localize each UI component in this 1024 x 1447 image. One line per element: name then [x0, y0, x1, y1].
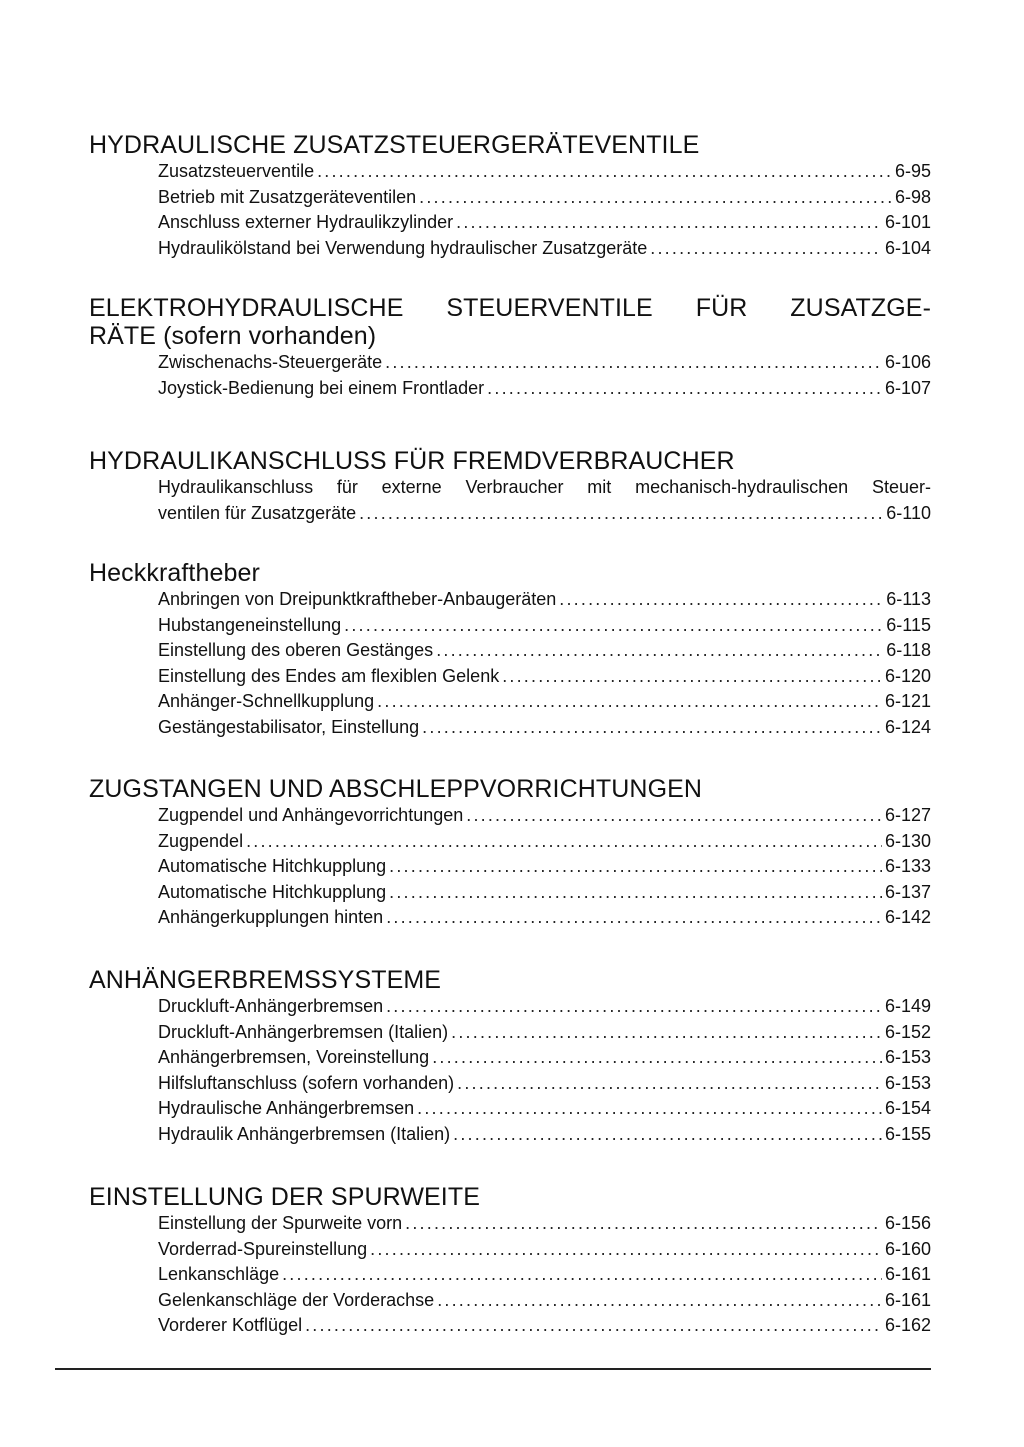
toc-section — [89, 131, 931, 261]
dot-leader — [456, 210, 882, 236]
entry-page: 6-118 — [886, 640, 931, 660]
toc-entry-continuation — [158, 501, 931, 527]
toc-entry[interactable] — [158, 1237, 931, 1263]
dot-leader — [377, 689, 882, 715]
toc-entry[interactable] — [158, 613, 931, 639]
section-title-line2: RÄTE (sofern vorhanden) — [89, 322, 377, 350]
entry-page: 6-98 — [894, 186, 931, 207]
dot-leader — [344, 613, 883, 639]
toc-entry[interactable] — [158, 1071, 931, 1097]
entry-page: 6-121 — [884, 691, 931, 711]
section-title: ZUGSTANGEN UND ABSCHLEPPVORRICHTUNGEN — [89, 775, 703, 803]
entry-label: Hilfsluftanschluss (sofern vorhanden) — [158, 1072, 455, 1093]
toc-entry[interactable] — [158, 638, 931, 664]
entry-label: Hydraulikölstand bei Verwendung hydraulischer Zusatzgeräte — [158, 237, 648, 258]
entry-page: 6-120 — [884, 665, 931, 686]
entry-list — [158, 475, 931, 526]
entry-page: 6-161 — [884, 1289, 931, 1310]
entry-list — [158, 159, 931, 261]
toc-entry[interactable] — [158, 854, 931, 880]
toc-entry[interactable] — [158, 803, 931, 829]
entry-label: Lenkanschläge — [158, 1264, 280, 1284]
entry-label: Automatische Hitchkupplung — [158, 856, 387, 876]
toc-entry[interactable] — [158, 1020, 931, 1046]
toc-entry[interactable] — [158, 210, 931, 236]
dot-leader — [419, 185, 892, 211]
toc-section — [89, 775, 931, 931]
toc-entry[interactable] — [158, 376, 931, 402]
toc-entry[interactable] — [158, 994, 931, 1020]
toc-section — [89, 294, 931, 401]
entry-label: Druckluft-Anhängerbremsen — [158, 996, 384, 1016]
toc-entry[interactable] — [158, 689, 931, 715]
entry-list — [158, 994, 931, 1147]
entry-label: Hydraulik Anhängerbremsen (Italien) — [158, 1123, 451, 1144]
dot-leader — [359, 501, 883, 527]
entry-label: Einstellung des oberen Gestänges — [158, 640, 434, 660]
toc-entry[interactable] — [158, 185, 931, 211]
entry-page: 6-142 — [884, 907, 931, 927]
toc-entry[interactable] — [158, 1211, 931, 1237]
toc-entry-wrapped[interactable] — [158, 475, 931, 526]
dot-leader — [559, 587, 883, 613]
entry-label: Einstellung der Spurweite vorn — [158, 1213, 403, 1233]
entry-label: Anschluss externer Hydraulikzylinder — [158, 212, 454, 232]
entry-page: 6-153 — [884, 1047, 931, 1067]
dot-leader — [650, 236, 882, 262]
entry-page: 6-106 — [884, 352, 931, 372]
entry-label: Vorderrad-Spureinstellung — [158, 1238, 368, 1259]
entry-label: Zugpendel und Anhängevorrichtungen — [158, 805, 464, 825]
toc-entry[interactable] — [158, 350, 931, 376]
entry-label: Hydraulische Anhängerbremsen — [158, 1098, 415, 1118]
toc-entry[interactable] — [158, 1122, 931, 1148]
entry-list — [158, 587, 931, 740]
dot-leader — [386, 905, 882, 931]
entry-label: Vorderer Kotflügel — [158, 1315, 303, 1335]
entry-page: 6-115 — [886, 614, 931, 635]
toc-section — [89, 559, 931, 740]
entry-page: 6-162 — [884, 1315, 931, 1335]
dot-leader — [422, 715, 882, 741]
entry-page: 6-154 — [884, 1098, 931, 1118]
dot-leader — [417, 1096, 882, 1122]
toc-entry[interactable] — [158, 664, 931, 690]
dot-leader — [451, 1020, 882, 1046]
dot-leader — [246, 829, 882, 855]
entry-label-line2: ventilen für Zusatzgeräte — [158, 502, 357, 523]
dot-leader — [453, 1122, 882, 1148]
toc-entry[interactable] — [158, 1313, 931, 1339]
entry-page: 6-149 — [884, 996, 931, 1016]
section-title — [89, 294, 931, 350]
toc-entry[interactable] — [158, 715, 931, 741]
dot-leader — [386, 994, 882, 1020]
entry-page: 6-160 — [884, 1238, 931, 1259]
entry-page: 6-137 — [884, 881, 931, 902]
section-title: EINSTELLUNG DER SPURWEITE — [89, 1183, 481, 1211]
dot-leader — [502, 664, 882, 690]
entry-label: Anhänger-Schnellkupplung — [158, 691, 375, 711]
entry-label: Gestängestabilisator, Einstellung — [158, 716, 420, 737]
toc-entry[interactable] — [158, 1096, 931, 1122]
toc-section — [89, 447, 931, 526]
entry-label: Hubstangeneinstellung — [158, 614, 342, 635]
entry-page: 6-113 — [886, 589, 931, 609]
entry-page: 6-161 — [884, 1264, 931, 1284]
toc-entry[interactable] — [158, 1045, 931, 1071]
entry-label: Anhängerkupplungen hinten — [158, 907, 384, 927]
toc-entry[interactable] — [158, 1288, 931, 1314]
entry-label-line1: Hydraulikanschluss für externe Verbraucher mit mechanisch-hydraulischen Steuer- — [158, 477, 931, 497]
footer-divider — [55, 1368, 931, 1370]
entry-label: Zusatzsteuerventile — [158, 161, 315, 181]
toc-section — [89, 966, 931, 1147]
entry-label: Anbringen von Dreipunktkraftheber-Anbaugeräten — [158, 589, 557, 609]
entry-label: Zwischenachs-Steuergeräte — [158, 352, 383, 372]
dot-leader — [436, 638, 883, 664]
toc-entry[interactable] — [158, 880, 931, 906]
entry-label: Zugpendel — [158, 830, 244, 851]
entry-list — [158, 1211, 931, 1339]
entry-page: 6-95 — [894, 161, 931, 181]
toc-section — [89, 1183, 931, 1339]
entry-page: 6-155 — [884, 1123, 931, 1144]
section-title: HYDRAULISCHE ZUSATZSTEUERGERÄTEVENTILE — [89, 131, 700, 159]
entry-list — [158, 803, 931, 931]
entry-page: 6-156 — [884, 1213, 931, 1233]
entry-page: 6-133 — [884, 856, 931, 876]
entry-page: 6-130 — [884, 830, 931, 851]
entry-label: Einstellung des Endes am flexiblen Gelenk — [158, 665, 500, 686]
dot-leader — [432, 1045, 882, 1071]
dot-leader — [487, 376, 882, 402]
dot-leader — [305, 1313, 882, 1339]
entry-label: Gelenkanschläge der Vorderachse — [158, 1289, 435, 1310]
dot-leader — [282, 1262, 882, 1288]
entry-label: Joystick-Bedienung bei einem Frontlader — [158, 377, 485, 398]
dot-leader — [466, 803, 882, 829]
entry-label: Druckluft-Anhängerbremsen (Italien) — [158, 1021, 449, 1042]
dot-leader — [405, 1211, 882, 1237]
dot-leader — [457, 1071, 882, 1097]
toc-entry[interactable] — [158, 829, 931, 855]
entry-label: Betrieb mit Zusatzgeräteventilen — [158, 186, 417, 207]
dot-leader — [370, 1237, 882, 1263]
section-title-line1: ELEKTROHYDRAULISCHE STEUERVENTILE FÜR ZUSATZGE- — [89, 294, 931, 322]
dot-leader — [437, 1288, 882, 1314]
section-title: HYDRAULIKANSCHLUSS FÜR FREMDVERBRAUCHER — [89, 447, 735, 475]
section-title: ANHÄNGERBREMSSYSTEME — [89, 966, 442, 994]
entry-page: 6-127 — [884, 805, 931, 825]
entry-page: 6-153 — [884, 1072, 931, 1093]
toc-entry[interactable] — [158, 1262, 931, 1288]
entry-list — [158, 350, 931, 401]
section-title: Heckkraftheber — [89, 559, 260, 587]
toc-entry[interactable] — [158, 159, 931, 185]
entry-page: 6-104 — [884, 237, 931, 258]
entry-page: 6-152 — [884, 1021, 931, 1042]
entry-page: 6-110 — [886, 502, 931, 523]
entry-label: Anhängerbremsen, Voreinstellung — [158, 1047, 430, 1067]
dot-leader — [389, 880, 882, 906]
toc-entry[interactable] — [158, 905, 931, 931]
entry-page: 6-101 — [884, 212, 931, 232]
entry-label: Automatische Hitchkupplung — [158, 881, 387, 902]
entry-page: 6-107 — [884, 377, 931, 398]
dot-leader — [389, 854, 882, 880]
entry-page: 6-124 — [884, 716, 931, 737]
toc-entry[interactable] — [158, 236, 931, 262]
toc-entry[interactable] — [158, 587, 931, 613]
dot-leader — [317, 159, 892, 185]
dot-leader — [385, 350, 882, 376]
